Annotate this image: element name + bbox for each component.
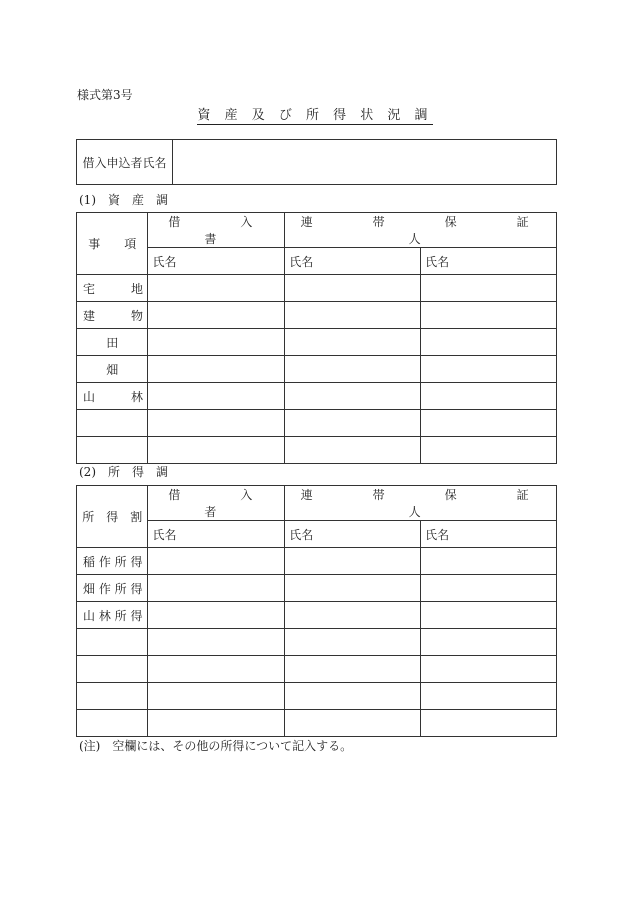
section1-heading: (1) 資 産 調: [79, 193, 168, 207]
asset-guarantor2-cell[interactable]: [421, 302, 557, 329]
income-row-label: [77, 656, 148, 683]
asset-borrower-cell[interactable]: [148, 410, 285, 437]
income-borrower-name[interactable]: 氏名: [148, 521, 285, 548]
asset-row-label: 田: [77, 329, 148, 356]
income-guarantor2-name[interactable]: 氏名: [421, 521, 557, 548]
income-row-label: 山 林 所 得: [77, 602, 148, 629]
asset-guarantor1-cell[interactable]: [285, 356, 421, 383]
applicant-label: 借入申込者氏名: [77, 140, 173, 185]
asset-guarantor2-cell[interactable]: [421, 356, 557, 383]
income-guarantor2-cell[interactable]: [421, 548, 557, 575]
asset-borrower-cell[interactable]: [148, 329, 285, 356]
asset-row: [77, 356, 557, 383]
income-guarantor1-cell[interactable]: [285, 575, 421, 602]
asset-guarantor2-cell[interactable]: [421, 437, 557, 464]
asset-guarantor2-cell[interactable]: [421, 329, 557, 356]
income-item-header: 所 得 割: [77, 486, 148, 548]
income-guarantor2-cell[interactable]: [421, 575, 557, 602]
income-guarantor1-cell[interactable]: [285, 602, 421, 629]
income-row: [77, 548, 557, 575]
asset-guarantor1-name[interactable]: 氏名: [285, 248, 421, 275]
income-row-label: [77, 683, 148, 710]
income-borrower-cell[interactable]: [148, 710, 285, 737]
income-row-label: [77, 710, 148, 737]
income-row-label: 稲 作 所 得: [77, 548, 148, 575]
asset-row: [77, 383, 557, 410]
asset-row: [77, 437, 557, 464]
income-borrower-cell[interactable]: [148, 602, 285, 629]
income-borrower-cell[interactable]: [148, 629, 285, 656]
income-row: [77, 629, 557, 656]
asset-row: [77, 302, 557, 329]
asset-guarantor2-cell[interactable]: [421, 410, 557, 437]
income-row-label: [77, 629, 148, 656]
asset-borrower-cell[interactable]: [148, 275, 285, 302]
asset-row: [77, 275, 557, 302]
income-row: [77, 710, 557, 737]
income-row: [77, 575, 557, 602]
income-row: [77, 656, 557, 683]
form-number: 様式第3号: [77, 88, 133, 102]
asset-guarantor1-cell[interactable]: [285, 437, 421, 464]
footnote: (注) 空欄には、その他の所得について記入する。: [79, 739, 353, 753]
income-guarantor2-cell[interactable]: [421, 629, 557, 656]
asset-borrower-cell[interactable]: [148, 302, 285, 329]
income-guarantor1-cell[interactable]: [285, 710, 421, 737]
asset-guarantor2-cell[interactable]: [421, 383, 557, 410]
asset-guarantor1-cell[interactable]: [285, 329, 421, 356]
income-guarantor1-cell[interactable]: [285, 683, 421, 710]
income-guarantor2-cell[interactable]: [421, 710, 557, 737]
income-row-label: 畑 作 所 得: [77, 575, 148, 602]
income-borrower-cell[interactable]: [148, 548, 285, 575]
applicant-name-field[interactable]: [173, 140, 557, 185]
asset-borrower-cell[interactable]: [148, 356, 285, 383]
income-guarantor2-cell[interactable]: [421, 602, 557, 629]
asset-borrower-cell[interactable]: [148, 437, 285, 464]
document-title: [0, 104, 630, 123]
applicant-table: [76, 139, 557, 185]
income-borrower-cell[interactable]: [148, 575, 285, 602]
asset-guarantor-header: 連 帯 保 証 人: [285, 213, 557, 248]
income-guarantor1-cell[interactable]: [285, 656, 421, 683]
asset-guarantor1-cell[interactable]: [285, 410, 421, 437]
asset-row-label: [77, 410, 148, 437]
asset-guarantor1-cell[interactable]: [285, 302, 421, 329]
asset-table: [76, 212, 589, 464]
income-row: [77, 602, 557, 629]
asset-borrower-cell[interactable]: [148, 383, 285, 410]
income-row: [77, 683, 557, 710]
income-guarantor1-name[interactable]: 氏名: [285, 521, 421, 548]
income-guarantor-header: 連 帯 保 証 人: [285, 486, 557, 521]
title-text: 資 産 及 び 所 得 状 況 調: [197, 108, 433, 123]
asset-row-label: 宅 地: [77, 275, 148, 302]
asset-row-label: 畑: [77, 356, 148, 383]
income-guarantor2-cell[interactable]: [421, 656, 557, 683]
income-guarantor1-cell[interactable]: [285, 629, 421, 656]
asset-borrower-header: 借 入 書: [148, 213, 285, 248]
asset-row: [77, 410, 557, 437]
asset-guarantor1-cell[interactable]: [285, 275, 421, 302]
asset-guarantor2-name[interactable]: 氏名: [421, 248, 557, 275]
income-borrower-header: 借 入 者: [148, 486, 285, 521]
asset-guarantor2-cell[interactable]: [421, 275, 557, 302]
section2-heading: (2) 所 得 調: [79, 465, 168, 479]
income-guarantor2-cell[interactable]: [421, 683, 557, 710]
asset-row-label: 山 林: [77, 383, 148, 410]
asset-row-label: [77, 437, 148, 464]
asset-row-label: 建 物: [77, 302, 148, 329]
asset-guarantor1-cell[interactable]: [285, 383, 421, 410]
income-guarantor1-cell[interactable]: [285, 548, 421, 575]
income-borrower-cell[interactable]: [148, 683, 285, 710]
asset-borrower-name[interactable]: 氏名: [148, 248, 285, 275]
asset-item-header: 事 項: [77, 213, 148, 275]
income-borrower-cell[interactable]: [148, 656, 285, 683]
income-table: [76, 485, 589, 737]
asset-row: [77, 329, 557, 356]
